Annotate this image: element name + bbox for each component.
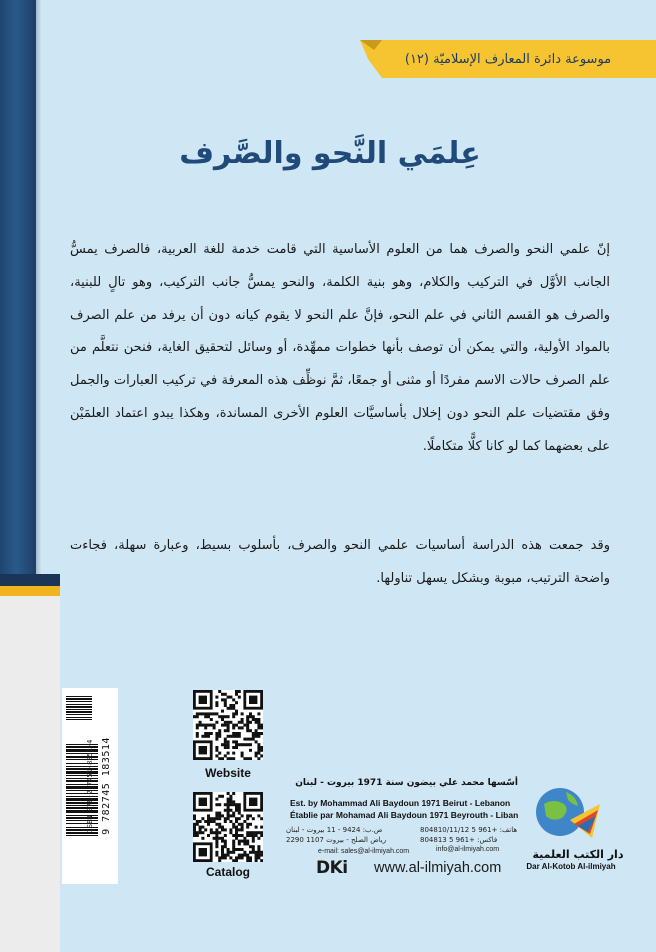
publisher-name-arabic: دار الكتب العلمية <box>532 848 624 861</box>
catalog-qr-code[interactable] <box>193 792 263 862</box>
founded-statement-arabic: أسّسها محمد علي بيضون سنة 1971 بيروت - لبنان <box>295 778 518 788</box>
spine-lower-panel <box>0 596 60 952</box>
description-paragraph-1: إنّ علمي النحو والصرف هما من العلوم الأساسية التي قامت خدمة للغة العربية، فالصرف يمسُّ الجانب الأوَّل في التركيب والكلام، وهو بنية الكلمة، والنحو يمسُّ جانب التركيب، وهو تالٍ للبنية، والصرف هو القسم الثاني في علم النحو، فإنَّ علم النحو لا يقوم كيانه دون أن يرفد من علم الصرف بالمواد الأولية، والتي يمكن أن توصف بأنها خطوات ممهِّدة، أو وسائل لتحقيق الغاية، فنحن نتعلَّم من علم الصرف حالات الاسم مفردًا أو مثنى أو جمعًا، ثمَّ نوظِّف هذه المعرفة في تركيب العبارات والجمل وفق مقتضيات علم النحو دون إخلال بأساسيَّات العلوم الأخرى المساندة، وهكذا يبدو اعتماد العلمَيْن على بعضهما كما لو كانا كلًّا متكاملًا. <box>70 242 610 454</box>
barcode-digits: 9 782745 183514 <box>101 737 112 835</box>
phone-number: هاتف: +961 5 804810/11/12 <box>420 826 518 834</box>
fax-number: فاكس: +961 5 804813 <box>420 836 498 844</box>
website-qr-label: Website <box>205 766 251 780</box>
website-link[interactable]: www.al-ilmiyah.com <box>374 860 502 876</box>
website-qr-code[interactable] <box>193 690 263 760</box>
isbn-number: ISBN 978-2-7451-8351-4 <box>86 739 94 833</box>
book-title: عِلمَي النَّحو والصَّرف <box>179 136 481 171</box>
sales-email[interactable]: e-mail: sales@al-ilmiyah.com <box>318 848 410 855</box>
dki-logo-text: DKi <box>316 858 348 878</box>
spine-stripe-navy <box>0 574 60 586</box>
founded-statement-french: Établie par Mohamad Ali Baydoun 1971 Beyrouth - Liban <box>290 810 519 820</box>
isbn-barcode <box>62 688 118 884</box>
address-line-2: رياض الصلح - بيروت 1107 2290 <box>286 836 387 844</box>
publisher-logo-icon <box>530 780 602 850</box>
spine-stripe-gold <box>0 586 60 596</box>
catalog-qr-label: Catalog <box>205 865 250 879</box>
address-line-1: ص.ب: 9424 - 11 بيروت - لبنان <box>286 826 383 834</box>
founded-statement-english: Est. by Mohammad Ali Baydoun 1971 Beirut - Lebanon <box>290 798 511 808</box>
publisher-name-latin: Dar Al-Kotob Al-ilmiyah <box>526 862 616 871</box>
info-email[interactable]: info@al-ilmiyah.com <box>436 846 500 853</box>
description-paragraph-2: وقد جمعت هذه الدراسة أساسيات علمي النحو والصرف، بأسلوب بسيط، وعبارة سهلة، فجاءت واضحة الترتيب، مبوبة وبشكل يسهل تناولها. <box>70 538 610 586</box>
series-title: موسوعة دائرة المعارف الإسلاميّة (١٢) <box>404 52 612 67</box>
